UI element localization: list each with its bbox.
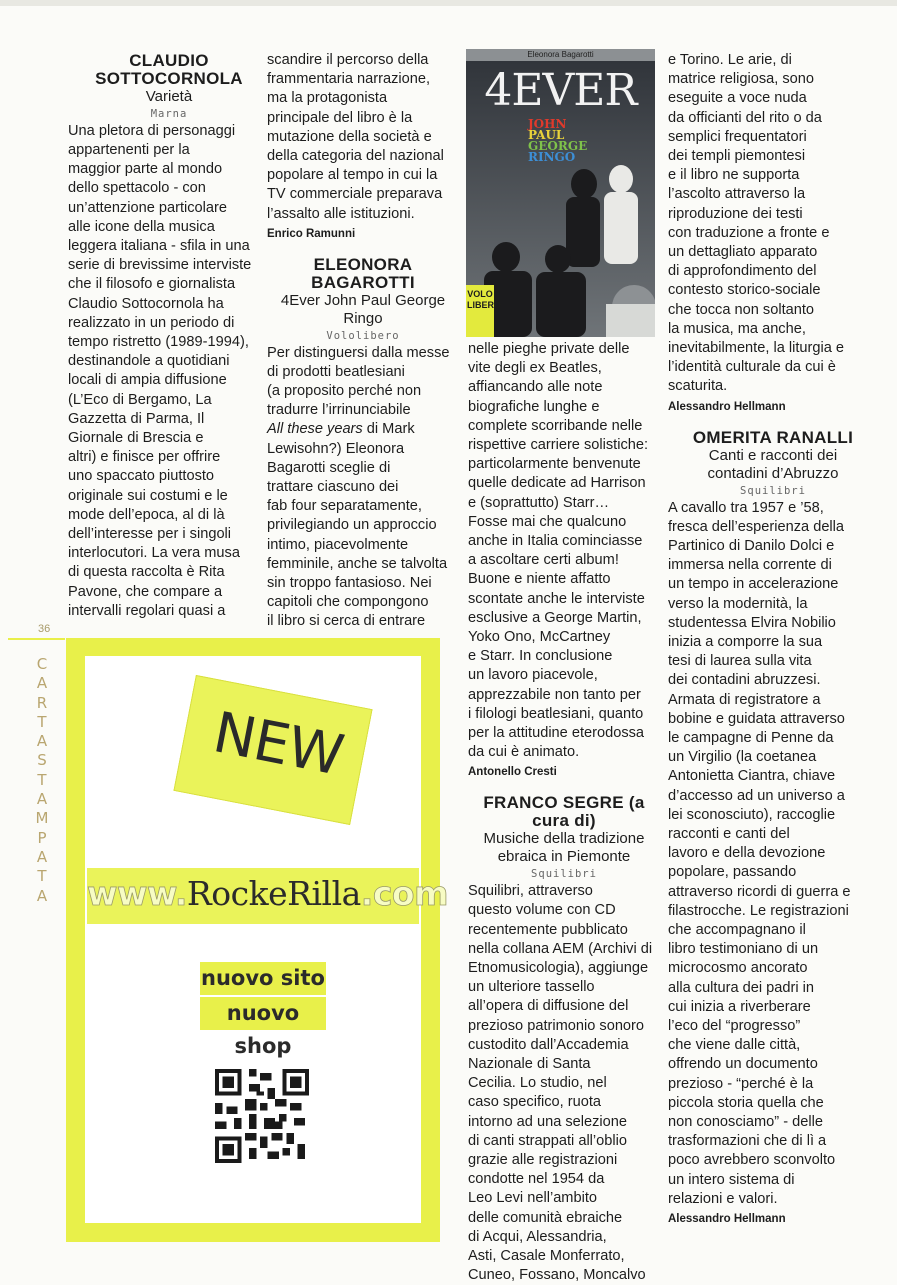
ad-url-suffix: .com [360, 874, 448, 913]
ad-line-new-site: nuovo sito [200, 962, 326, 995]
section-letter: T [37, 770, 47, 789]
cover-title: 4EVER [484, 65, 637, 116]
review-author: FRANCO SEGRE (a cura di) [483, 793, 645, 831]
review-author: CLAUDIO SOTTOCORNOLA [95, 51, 243, 88]
section-letter: M [35, 809, 49, 828]
ad-url-prefix: www. [87, 874, 187, 913]
column-1 [68, 52, 258, 621]
column-2 [267, 51, 459, 632]
review-heading [468, 794, 660, 880]
review-heading [668, 429, 878, 497]
section-letter: A [36, 674, 48, 693]
cover-name-john: JOHN [528, 117, 567, 131]
review-body: Una pletora di personaggi appartenenti per la maggior parte al mondo dello spettacolo - con un’attenzione particolare alle icone della musica leggera italiana - sfila in una serie di brevissime interviste che il filosofo e giornalista Claudio Sottocornola ha realizzato in un periodo di tempo ristretto (1989-1994), destinandole a quotidiani locali di ampia diffusione (L’Eco di Bergamo, La Gazzetta di Parma, Il Giornale di Brescia e altri) e finisce per offrire uno spaccato piuttosto originale sui costumi e le mode dell’epoca, al di là dell’interesse per i singoli interlocutori. La vera musa di questa raccolta è Rita Pavone, che compare a intervalli regolari quasi a [68, 122, 252, 619]
section-vertical-label [32, 655, 52, 906]
review-body [267, 344, 459, 632]
review-publisher: Vololibero [326, 329, 400, 342]
ad-line-new-shop: nuovo shop [200, 997, 326, 1030]
section-letter: A [36, 732, 48, 751]
review-body-continued: e Torino. Le arie, di matrice religiosa, sono eseguite a voce nuda da officianti del rito o da semplici frequentatori dei templi piemontesi e il libro ne supporta l’ascolto attraverso la riproduzione dei testi con traduzione a fronte e un dettagliato apparato di approfondimento del contesto storico-sociale che tocca non soltanto la musica, ma anche, inevitabilmente, la liturgia e l’identità culturale da cui è scaturita. [668, 52, 845, 395]
column-3 [468, 340, 660, 1285]
cover-name-paul: PAUL [528, 128, 565, 142]
review-title: Varietà [145, 87, 193, 105]
review-heading [68, 52, 258, 120]
ad-url-brand: RockeRilla [186, 874, 361, 913]
section-letter: A [36, 790, 48, 809]
review-body: Squilibri, attraverso questo volume con CD recentemente pubblicato nella collana AEM (Archivi di Etnomusicologia), aggiunge un ulteriore tassello all’opera di diffusione del prezioso patrimonio sonoro custodito dall’Accademia Nazionale di Santa Cecilia. Lo studio, nel caso specifico, ruota intorno ad una selezione di canti strappati all’oblio grazie alle registrazioni condotte nel 1954 da Leo Levi nell’ambito delle comunità ebraiche di Acqui, Alessandria, Asti, Casale Monferrato, Cuneo, Fossano, Moncalvo [468, 883, 653, 1284]
review-book-title: All these years [267, 421, 363, 438]
review-heading [267, 256, 459, 342]
review-body-continued: nelle pieghe private delle vite degli ex Beatles, affiancando alle note biografiche lunghe e complete scorribande nelle rispettive carriere solistiche: particolarmente benvenute quelle dedicate ad Harrison e (soprattutto) Starr… Fosse mai che qualcuno anche in Italia cominciasse a ascoltare certi album! Buone e niente affatto scontate anche le interviste esclusive a George Martin, Yoko Ono, McCartney e Starr. In conclusione un lavoro piacevole, apprezzabile non tanto per i filologi beatlesiani, quanto per la attitudine eterodossa da cui è animato. [468, 341, 649, 761]
ad-url[interactable] [87, 874, 448, 913]
review-author: OMERITA RANALLI [692, 427, 854, 447]
review-body-continued: scandire il percorso della frammentaria narrazione, ma la protagonista principale del libro è la mutazione della società e della categoria del nazional popolare al tempo in cui la TV commerciale preparava l’assalto alle istituzioni. [267, 52, 444, 222]
book-cover-4ever [466, 49, 655, 337]
page-number: 36 [38, 623, 51, 635]
review-body: A cavallo tra 1957 e ’58, fresca dell’esperienza della Partinico di Danilo Dolci e immersa nella corrente di un tempo in accelerazione verso la modernità, la studentessa Elvira Nobilio inizia a comporre la sua tesi di laurea sulla vita dei contadini abruzzesi. Armata di registratore a bobine e guidata attraverso le campagne di Penne da un Virgilio (la coetanea Antonietta Ciantra, chiave d’accesso ad un universo a lei sconosciuto), raccoglie racconti e canti del lavoro e della devozione popolare, passando attraverso ricordi di guerra e filastrocche. Le registrazioni che accompagnano il libro testimoniano di un microcosmo ancorato alla cultura dei padri in cui inizia a riverberare l’eco del “progresso” che viene dalle città, offrendo un documento prezioso - “perché è la piccola storia quella che non conosciamo” - delle trasformazioni che di lì a poco avrebbero sconvolto un intero sistema di relazioni e valori. [668, 499, 851, 1207]
section-letter: S [37, 751, 47, 770]
ad-new-text: NEW [208, 700, 348, 789]
cover-top-author: Eleonora Bagarotti [527, 50, 594, 59]
section-letter: P [37, 828, 47, 847]
review-publisher: Squilibri [531, 868, 597, 881]
section-letter: T [37, 712, 47, 731]
review-author: ELEONORA BAGAROTTI [311, 254, 415, 292]
review-publisher: Squilibri [740, 484, 806, 497]
margin-rule [8, 638, 65, 640]
cover-name-ringo: RINGO [528, 150, 576, 164]
section-letter: A [36, 886, 48, 905]
qr-code-icon[interactable] [215, 1069, 309, 1163]
review-signature: Enrico Ramunni [267, 227, 356, 240]
review-signature: Alessandro Hellmann [668, 400, 786, 413]
section-letter: C [36, 655, 48, 673]
review-body-part: di Mark Lewisohn?) Eleonora Bagarotti sceglie di trattare ciascuno dei fab four separatamente, privilegiando un approccio intimo, piacevolmente femminile, anche se talvolta sin troppo fantasioso. Nei capitoli che compongono il libro si cerca di entrare [267, 421, 448, 630]
review-signature: Antonello Cresti [468, 766, 557, 779]
review-signature: Alessandro Hellmann [668, 1213, 786, 1226]
review-publisher: Marna [150, 107, 188, 120]
column-4 [668, 51, 878, 1237]
review-title: Musiche della tradizione ebraica in Piemonte [483, 830, 645, 866]
cover-name-george: GEORGE [528, 139, 588, 153]
section-letter: T [37, 867, 47, 886]
review-body-part: Per distinguersi dalla messe di prodotti beatlesiani (a proposito perché non tradurre l’irrinunciabile [267, 344, 450, 419]
review-title: 4Ever John Paul George Ringo [280, 291, 446, 327]
review-title: Canti e racconti dei contadini d’Abruzzo [707, 446, 839, 482]
cover-names [528, 119, 587, 163]
cover-publisher-logo: VOLO LIBERO [467, 289, 502, 310]
section-letter: A [36, 847, 48, 866]
top-edge-band [0, 0, 897, 6]
section-letter: R [36, 693, 48, 712]
